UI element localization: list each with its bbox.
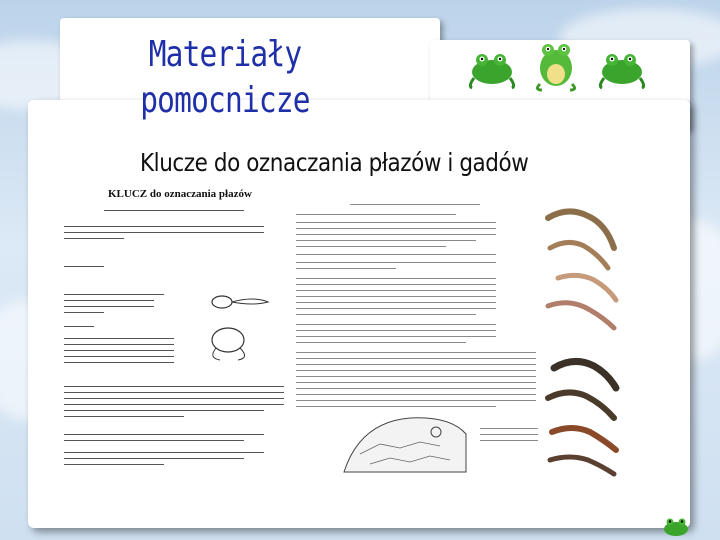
frog-icon (537, 44, 574, 90)
tadpole-drawing (198, 288, 278, 368)
document-page-left (58, 188, 288, 476)
frog-icon (660, 515, 692, 537)
slide-subtitle: Klucze do oznaczania płazów i gadów (140, 148, 529, 177)
title-line-1: Materiały (148, 34, 302, 75)
document-heading: KLUCZ do oznaczania płazów (108, 188, 252, 200)
title-line-2: pomocnicze (140, 80, 310, 121)
frogs-illustration (466, 40, 650, 92)
frog-icon (600, 54, 643, 88)
lizard-head-drawing (340, 414, 470, 476)
slide-title (131, 32, 320, 124)
specimen-illustrations (538, 188, 622, 478)
frog-icon (470, 54, 513, 88)
